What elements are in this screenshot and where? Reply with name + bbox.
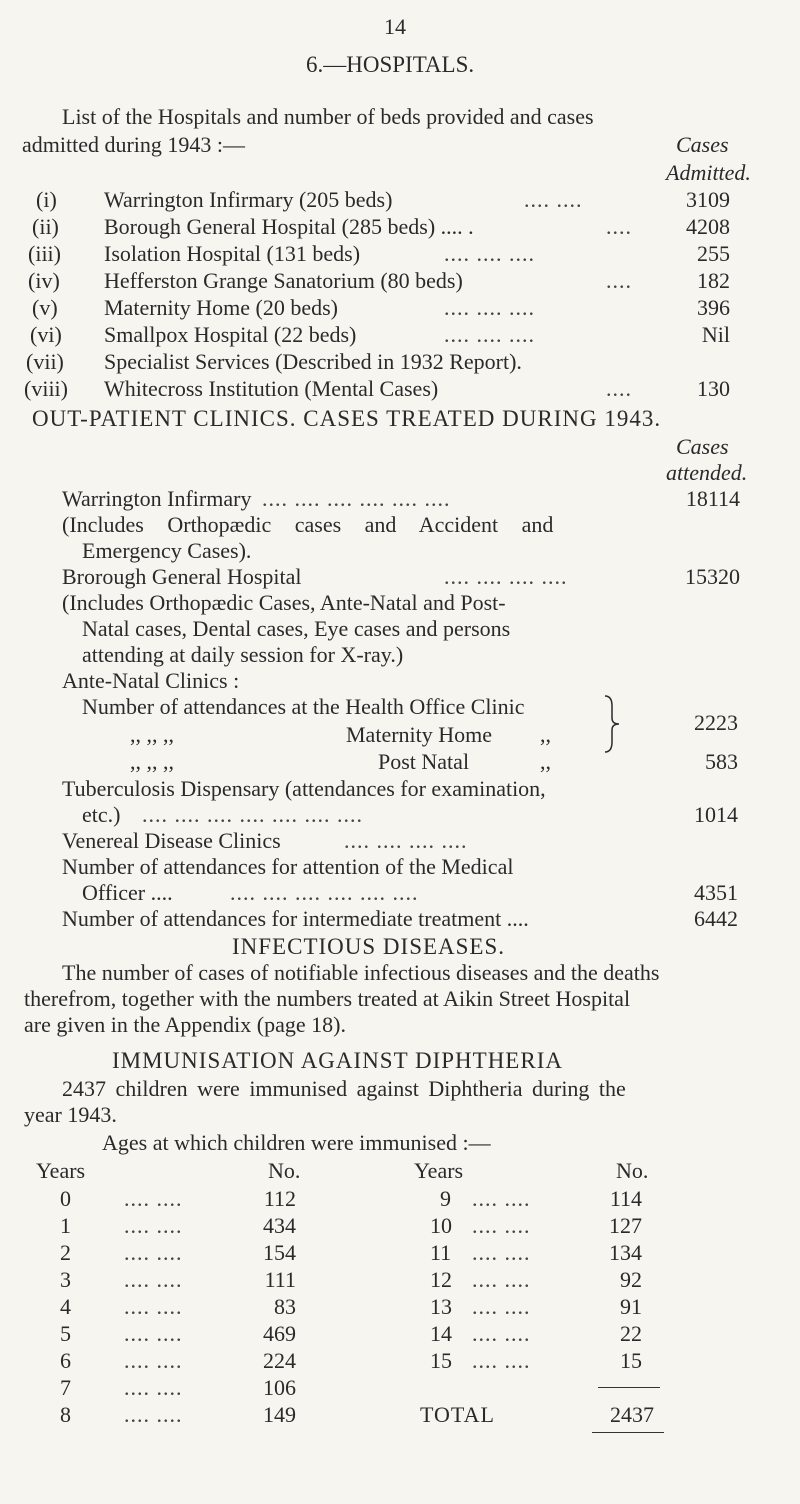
medical-officer-line1: Number of attendances for attention of the Medical xyxy=(62,854,514,879)
hospitals-col-head1: Cases xyxy=(676,132,729,157)
hospital-row-cases: Nil xyxy=(701,322,730,347)
age-count: 149 xyxy=(263,1402,296,1427)
age-count: 114 xyxy=(609,1186,642,1211)
outpatient-col-head2: attended. xyxy=(666,460,748,485)
age-count: 83 xyxy=(274,1294,296,1319)
ditto-marks: ,, ,, ,, xyxy=(130,749,174,774)
age-year: 7 xyxy=(60,1375,71,1400)
immunisation-heading: IMMUNISATION AGAINST DIPHTHERIA xyxy=(112,1048,563,1073)
age-count: 224 xyxy=(263,1348,296,1373)
hospital-row-index: (viii) xyxy=(24,376,68,401)
borough-note-line1: (Includes Orthopædic Cases, Ante-Natal and Post- xyxy=(62,590,506,615)
hospital-row-name: Isolation Hospital (131 beds) xyxy=(104,241,361,266)
antenatal-heading: Ante-Natal Clinics : xyxy=(62,668,240,693)
leader-dots: .... .... xyxy=(124,1402,183,1427)
hospital-row-index: (v) xyxy=(32,295,58,320)
age-year: 8 xyxy=(60,1402,71,1427)
age-count: 134 xyxy=(609,1240,642,1265)
leader-dots: .... .... xyxy=(124,1267,183,1292)
age-count: 106 xyxy=(263,1375,296,1400)
age-count: 127 xyxy=(609,1213,642,1238)
leader-dots: .... .... .... .... xyxy=(444,564,568,589)
age-year: 5 xyxy=(60,1321,71,1346)
hospital-row-cases: 255 xyxy=(697,241,730,266)
hospital-row-index: (vi) xyxy=(30,322,62,347)
age-year: 0 xyxy=(60,1186,71,1211)
leader-dots: .... .... .... .... .... .... xyxy=(262,486,451,511)
age-year: 2 xyxy=(60,1240,71,1265)
tuberculosis-value: 1014 xyxy=(694,802,738,827)
age-year: 4 xyxy=(60,1294,71,1319)
leader-dots: .... .... xyxy=(124,1375,183,1400)
col-header-years: Years xyxy=(36,1158,86,1183)
hospital-row-name: Maternity Home (20 beds) xyxy=(104,295,338,320)
right-brace-icon xyxy=(602,694,622,754)
hospital-row-cases: 396 xyxy=(697,295,730,320)
age-count: 469 xyxy=(263,1321,296,1346)
borough-general-value: 15320 xyxy=(685,564,740,589)
immunisation-para-line1: 2437 children were immunised against Diphtheria during the xyxy=(62,1076,626,1101)
ditto-marks: ,, xyxy=(540,749,551,774)
warrington-note-line2: Emergency Cases). xyxy=(82,538,252,563)
borough-note-line2: Natal cases, Dental cases, Eye cases and persons xyxy=(82,616,511,641)
leader-dots: .... .... xyxy=(472,1213,531,1238)
leader-dots: .... .... .... xyxy=(444,322,535,347)
age-year: 3 xyxy=(60,1267,71,1292)
ditto-marks: ,, xyxy=(540,722,551,747)
warrington-infirmary-label: Warrington Infirmary xyxy=(62,486,252,511)
age-count: 434 xyxy=(263,1213,296,1238)
hospital-row-index: (ii) xyxy=(32,214,59,239)
leader-dots: .... .... .... .... .... .... .... xyxy=(142,802,363,827)
outpatient-col-head1: Cases xyxy=(676,434,729,459)
leader-dots: .... xyxy=(606,214,632,239)
intermediate-treatment-value: 6442 xyxy=(694,906,738,931)
leader-dots: .... .... xyxy=(124,1348,183,1373)
hospitals-col-head2: Admitted. xyxy=(666,160,751,185)
age-year: 13 xyxy=(430,1294,452,1319)
leader-dots: .... .... xyxy=(124,1294,183,1319)
age-count: 92 xyxy=(620,1267,642,1292)
hospital-row-name: Borough General Hospital (285 beds) .... . xyxy=(104,214,474,239)
borough-general-label: Brorough General Hospital xyxy=(62,564,302,589)
antenatal-combined-value: 2223 xyxy=(694,710,738,735)
hospital-row-cases: 182 xyxy=(697,268,730,293)
hospital-row-name: Smallpox Hospital (22 beds) xyxy=(104,322,357,347)
leader-dots: .... .... .... .... xyxy=(344,828,468,853)
age-count: 91 xyxy=(620,1294,642,1319)
tuberculosis-line2: etc.) xyxy=(82,802,121,827)
infectious-heading: INFECTIOUS DISEASES. xyxy=(232,934,506,959)
leader-dots: .... .... xyxy=(472,1294,531,1319)
borough-note-line3: attending at daily session for X-ray.) xyxy=(82,642,404,667)
outpatient-heading: OUT-PATIENT CLINICS. CASES TREATED DURING 1943. xyxy=(32,406,662,431)
leader-dots: .... .... xyxy=(472,1321,531,1346)
antenatal-post-natal: Post Natal xyxy=(378,749,470,774)
ages-intro: Ages at which children were immunised :— xyxy=(102,1130,491,1155)
warrington-note-line1: (Includes Orthopædic cases and Accident and xyxy=(62,512,554,537)
leader-dots: .... .... .... xyxy=(444,241,535,266)
age-count: 154 xyxy=(263,1240,296,1265)
leader-dots: .... .... .... xyxy=(444,295,535,320)
venereal-disease-heading: Venereal Disease Clinics xyxy=(62,828,281,853)
total-label: TOTAL xyxy=(420,1402,495,1427)
leader-dots: .... .... xyxy=(124,1321,183,1346)
antenatal-maternity-home: Maternity Home xyxy=(346,722,493,747)
hospital-row-index: (iv) xyxy=(28,268,60,293)
age-count: 111 xyxy=(264,1267,296,1292)
infectious-para-line1: The number of cases of notifiable infectious diseases and the deaths xyxy=(62,960,660,985)
col-header-years: Years xyxy=(414,1158,464,1183)
leader-dots: .... .... xyxy=(124,1213,183,1238)
section-title: 6.—HOSPITALS. xyxy=(306,52,475,77)
hospital-row-cases: 4208 xyxy=(686,214,730,239)
leader-dots: .... .... xyxy=(472,1267,531,1292)
hospital-row-name: Warrington Infirmary (205 beds) xyxy=(104,187,393,212)
infectious-para-line3: are given in the Appendix (page 18). xyxy=(24,1012,346,1037)
age-year: 6 xyxy=(60,1348,71,1373)
age-count: 112 xyxy=(263,1186,296,1211)
age-count: 15 xyxy=(620,1348,642,1373)
hospital-row-index: (iii) xyxy=(28,241,61,266)
medical-officer-value: 4351 xyxy=(694,880,738,905)
age-year: 10 xyxy=(430,1213,452,1238)
post-natal-value: 583 xyxy=(705,749,738,774)
intermediate-treatment-line: Number of attendances for intermediate treatment .... xyxy=(62,906,529,931)
age-year: 12 xyxy=(430,1267,452,1292)
leader-dots: .... xyxy=(606,268,632,293)
leader-dots: .... .... xyxy=(472,1240,531,1265)
col-header-no: No. xyxy=(616,1158,649,1183)
age-year: 11 xyxy=(430,1240,452,1265)
tuberculosis-line1: Tuberculosis Dispensary (attendances for examination, xyxy=(62,776,546,801)
immunisation-para-line2: year 1943. xyxy=(24,1102,117,1127)
age-year: 1 xyxy=(60,1213,71,1238)
antenatal-health-office: Number of attendances at the Health Office Clinic xyxy=(82,694,525,719)
total-value: 2437 xyxy=(610,1402,654,1427)
hospital-row-cases: 130 xyxy=(697,376,730,401)
leader-dots: .... .... xyxy=(472,1186,531,1211)
warrington-infirmary-value: 18114 xyxy=(685,486,740,511)
age-year: 14 xyxy=(430,1321,452,1346)
age-count: 22 xyxy=(620,1321,642,1346)
medical-officer-line2: Officer .... xyxy=(82,880,173,905)
hospital-row-name: Specialist Services (Described in 1932 Report). xyxy=(104,349,522,374)
leader-dots: .... .... xyxy=(472,1348,531,1373)
leader-dots: .... .... .... .... .... .... xyxy=(230,880,419,905)
hospital-row-index: (vii) xyxy=(26,349,64,374)
col-header-no: No. xyxy=(268,1158,301,1183)
leader-dots: .... .... xyxy=(124,1240,183,1265)
hospital-row-name: Whitecross Institution (Mental Cases) xyxy=(104,376,439,401)
page-number: 14 xyxy=(384,14,406,39)
hospitals-intro-line2: admitted during 1943 :— xyxy=(22,132,246,157)
leader-dots: .... xyxy=(606,376,632,401)
age-year: 9 xyxy=(440,1186,451,1211)
sum-rule xyxy=(598,1387,660,1388)
total-underline xyxy=(592,1432,664,1433)
leader-dots: .... .... xyxy=(524,187,583,212)
infectious-para-line2: therefrom, together with the numbers treated at Aikin Street Hospital xyxy=(24,986,631,1011)
leader-dots: .... .... xyxy=(124,1186,183,1211)
age-year: 15 xyxy=(430,1348,452,1373)
hospital-row-index: (i) xyxy=(36,187,57,212)
ditto-marks: ,, ,, ,, xyxy=(130,722,174,747)
hospitals-intro-line1: List of the Hospitals and number of beds provided and cases xyxy=(62,104,594,129)
hospital-row-cases: 3109 xyxy=(686,187,730,212)
hospital-row-name: Hefferston Grange Sanatorium (80 beds) xyxy=(104,268,463,293)
